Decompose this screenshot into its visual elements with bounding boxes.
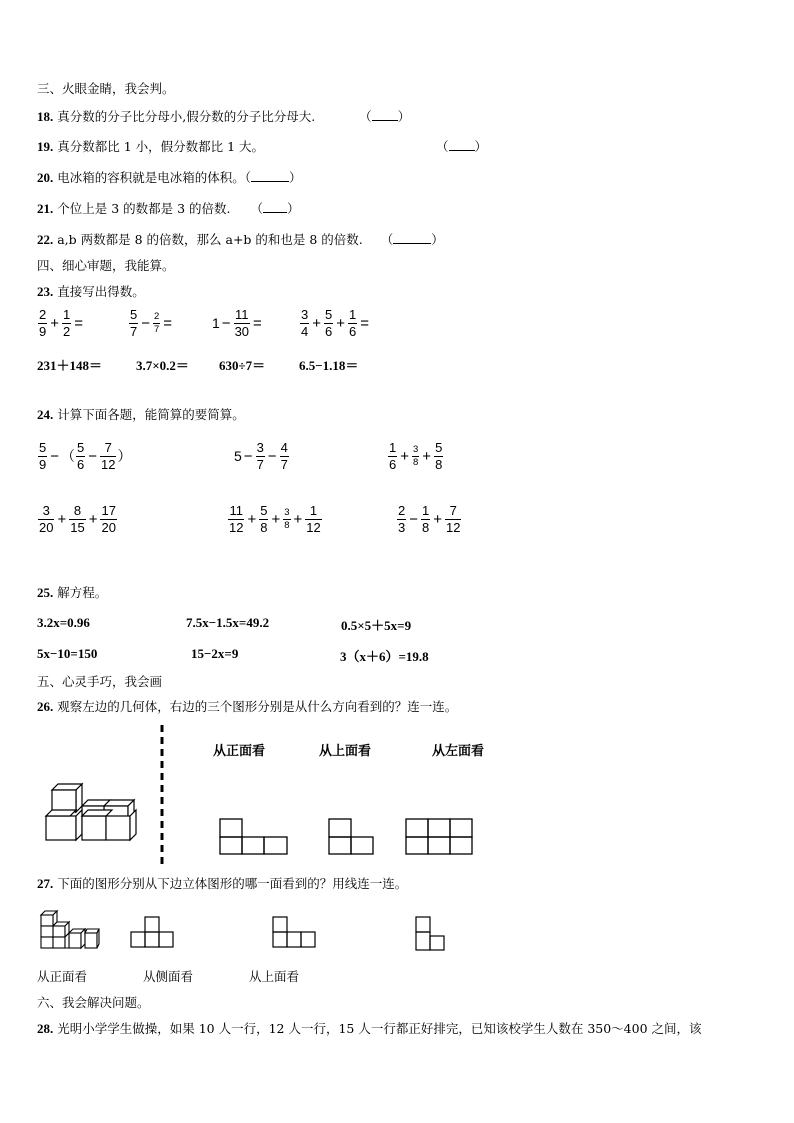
fraction: $\frac{3}{8}$ bbox=[413, 443, 419, 468]
question-text: 真分数的分子比分母小,假分数的分子比分母大. bbox=[57, 109, 316, 124]
fraction: $\frac{5}{8}$ bbox=[260, 503, 268, 535]
question-number: 24. bbox=[37, 407, 54, 422]
q23-calc-3: 630÷7＝ bbox=[219, 358, 266, 373]
fraction: $\frac{1}{12}$ bbox=[306, 503, 321, 535]
question-number: 23. bbox=[37, 284, 54, 299]
question-23-title bbox=[37, 282, 145, 300]
equation-5: 15−2x=9 bbox=[191, 646, 239, 661]
fraction: $\frac{2}{9}$ bbox=[39, 307, 47, 339]
answer-paren[interactable]: （ ） bbox=[244, 170, 302, 185]
question-number: 26. bbox=[37, 699, 54, 714]
question-text: a,b 两数都是 8 的倍数，那么 a+b 的和也是 8 的倍数. bbox=[57, 232, 363, 247]
dashed-divider bbox=[160, 725, 164, 865]
section5-heading: 五、心灵手巧，我会画 bbox=[37, 674, 163, 689]
question-text: 电冰箱的容积就是电冰箱的体积。 bbox=[57, 170, 245, 185]
view-label-top: 从上面看 bbox=[319, 743, 372, 758]
question-18 bbox=[37, 107, 410, 125]
question-number: 19. bbox=[37, 139, 54, 154]
fraction: $\frac{8}{15}$ bbox=[70, 503, 85, 535]
q23-expr-2: $\frac{5}{7}$ − $\frac{2}{7}$ = bbox=[130, 307, 173, 339]
q24-expr-2: 5 − $\frac{3}{7}$ − $\frac{4}{7}$ bbox=[234, 440, 288, 472]
fraction: $\frac{7}{12}$ bbox=[101, 440, 116, 472]
q27-view-grid-3[interactable] bbox=[415, 916, 449, 954]
fraction: $\frac{1}{2}$ bbox=[63, 307, 71, 339]
q26-view-grid-2[interactable] bbox=[328, 818, 376, 856]
question-number: 28. bbox=[37, 1021, 54, 1036]
equation-4: 5x−10=150 bbox=[37, 646, 98, 661]
q26-view-grid-3[interactable] bbox=[405, 818, 475, 856]
fraction: $\frac{5}{8}$ bbox=[435, 440, 443, 472]
question-24-title bbox=[37, 405, 245, 423]
equation-6: 3（x＋6）=19.8 bbox=[340, 649, 429, 664]
q23-expr-3: 1 − $\frac{11}{30}$ = bbox=[212, 307, 262, 339]
cube-front-face bbox=[52, 790, 76, 812]
question-number: 18. bbox=[37, 109, 54, 124]
fraction: $\frac{5}{9}$ bbox=[39, 440, 47, 472]
section6-heading: 六、我会解决问题。 bbox=[37, 995, 150, 1010]
view-label-left: 从左面看 bbox=[432, 743, 485, 758]
question-26-title bbox=[37, 697, 457, 715]
view-label-front: 从正面看 bbox=[213, 743, 266, 758]
q23-calc-1: 231＋148＝ bbox=[37, 358, 103, 373]
question-number: 21. bbox=[37, 201, 54, 216]
equation-3: 0.5×5＋5x=9 bbox=[341, 618, 412, 633]
q24-expr-6: $\frac{2}{3}$ − $\frac{1}{8}$ + $\frac{7}{12}$ bbox=[398, 503, 461, 535]
fraction: $\frac{5}{7}$ bbox=[130, 307, 138, 339]
fraction: $\frac{7}{12}$ bbox=[446, 503, 461, 535]
equation-2: 7.5x−1.5x=49.2 bbox=[186, 615, 270, 630]
question-20 bbox=[37, 168, 302, 186]
fraction: $\frac{3}{8}$ bbox=[284, 506, 290, 531]
question-text: 下面的图形分别从下边立体图形的哪一面看到的？用线连一连。 bbox=[57, 876, 408, 891]
question-27-title bbox=[37, 874, 407, 892]
question-text: 个位上是 3 的数都是 3 的倍数. bbox=[57, 201, 231, 216]
fraction: $\frac{5}{6}$ bbox=[77, 440, 85, 472]
q27-label-side: 从侧面看 bbox=[143, 969, 194, 984]
question-21 bbox=[37, 199, 300, 217]
fraction: $\frac{4}{7}$ bbox=[280, 440, 288, 472]
question-number: 20. bbox=[37, 170, 54, 185]
fraction: $\frac{1}{6}$ bbox=[389, 440, 397, 472]
answer-paren[interactable]: （ ） bbox=[436, 139, 488, 154]
fraction: $\frac{5}{6}$ bbox=[325, 307, 333, 339]
q24-expr-4: $\frac{3}{20}$ + $\frac{8}{15}$ + $\frac{17}{20}$ bbox=[39, 503, 116, 535]
answer-paren[interactable]: （ ） bbox=[250, 201, 300, 216]
question-19 bbox=[37, 137, 487, 155]
question-text: 计算下面各题，能简算的要简算。 bbox=[57, 407, 245, 422]
question-number: 22. bbox=[37, 232, 54, 247]
q26-view-grid-1[interactable] bbox=[219, 818, 289, 856]
section3-heading: 三、火眼金睛，我会判。 bbox=[37, 81, 175, 96]
q24-expr-5: $\frac{11}{12}$ + $\frac{5}{8}$ + $\frac{3}{8}$ + $\frac{1}{12}$ bbox=[229, 503, 321, 535]
fraction: $\frac{11}{30}$ bbox=[234, 307, 250, 339]
q24-expr-1: $\frac{5}{9}$ − （ $\frac{5}{6}$ − $\frac{7}{12}$ ） bbox=[39, 440, 132, 472]
fraction: $\frac{1}{8}$ bbox=[422, 503, 430, 535]
question-text: 真分数都比 1 小，假分数都比 1 大。 bbox=[57, 139, 265, 154]
equation-1: 3.2x=0.96 bbox=[37, 615, 90, 630]
answer-paren[interactable]: （ ） bbox=[380, 232, 444, 247]
q23-calc-4: 6.5−1.18＝ bbox=[299, 358, 359, 373]
question-text: 解方程。 bbox=[57, 585, 108, 600]
q27-solid-figure bbox=[38, 908, 102, 950]
q27-label-front: 从正面看 bbox=[37, 969, 88, 984]
q23-expr-4: $\frac{3}{4}$ + $\frac{5}{6}$ + $\frac{1}{6}$ = bbox=[301, 307, 369, 339]
fraction: $\frac{3}{4}$ bbox=[301, 307, 309, 339]
fraction: $\frac{2}{7}$ bbox=[154, 310, 160, 335]
question-number: 25. bbox=[37, 585, 54, 600]
fraction: $\frac{17}{20}$ bbox=[101, 503, 116, 535]
q26-solid-figure bbox=[40, 780, 145, 842]
q27-view-grid-2[interactable] bbox=[272, 916, 320, 950]
q23-calc-2: 3.7×0.2＝ bbox=[136, 358, 189, 373]
q23-expr-1: $\frac{2}{9}$ + $\frac{1}{2}$ = bbox=[39, 307, 83, 339]
question-text: 直接写出得数。 bbox=[57, 284, 145, 299]
section4-heading: 四、细心审题，我能算。 bbox=[37, 258, 175, 273]
fraction: $\frac{2}{3}$ bbox=[398, 503, 406, 535]
question-28 bbox=[37, 1019, 702, 1037]
question-25-title bbox=[37, 583, 107, 601]
fraction: $\frac{3}{7}$ bbox=[256, 440, 264, 472]
fraction: $\frac{3}{20}$ bbox=[39, 503, 54, 535]
answer-paren[interactable]: （ ） bbox=[359, 109, 411, 124]
question-number: 27. bbox=[37, 876, 54, 891]
question-text: 观察左边的几何体，右边的三个图形分别是从什么方向看到的？连一连。 bbox=[57, 699, 458, 714]
q27-label-top: 从上面看 bbox=[249, 969, 300, 984]
fraction: $\frac{1}{6}$ bbox=[349, 307, 357, 339]
fraction: $\frac{11}{12}$ bbox=[229, 503, 244, 535]
question-22 bbox=[37, 230, 444, 248]
question-text: 光明小学学生做操，如果 10 人一行，12 人一行，15 人一行都正好排完，已知该校学生人数在 350～400 之间，该 bbox=[57, 1021, 702, 1036]
q24-expr-3: $\frac{1}{6}$ + $\frac{3}{8}$ + $\frac{5}{8}$ bbox=[389, 440, 443, 472]
q27-view-grid-1[interactable] bbox=[130, 916, 178, 950]
